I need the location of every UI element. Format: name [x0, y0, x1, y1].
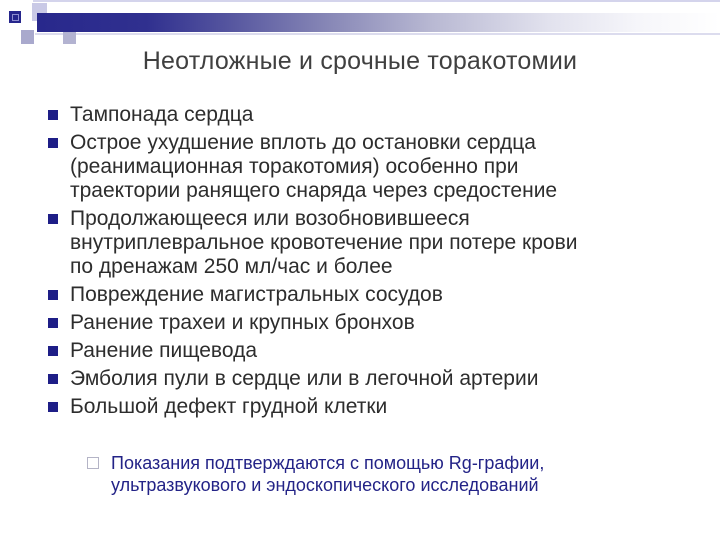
bullet-item-esophagus-injury	[0, 339, 680, 363]
bullet-line: Продолжающееся или возобновившееся	[70, 207, 470, 230]
slide-title: Неотложные и срочные торакотомии	[142, 47, 578, 75]
decoration-gray-square-right	[63, 32, 76, 44]
bullet-line: (реанимационная торакотомия) особенно при	[70, 155, 519, 178]
bullet-line: Тампонада сердца	[70, 103, 254, 126]
bullet-line: Большой дефект грудной клетки	[70, 395, 388, 418]
note-block	[87, 452, 544, 496]
bullet-square-icon	[48, 138, 58, 148]
bullet-square-icon	[48, 346, 58, 356]
note-line: ультразвукового и эндоскопического исследований	[111, 475, 539, 495]
bullet-list	[0, 103, 680, 423]
header-top-line	[33, 0, 720, 2]
bullet-square-icon	[48, 290, 58, 300]
header-gradient-bar	[37, 13, 720, 32]
bullet-line: Повреждение магистральных сосудов	[70, 283, 443, 306]
header-bottom-line	[35, 33, 720, 35]
note-line: Показания подтверждаются с помощью Rg-графии,	[111, 453, 545, 473]
bullet-line: Ранение пищевода	[70, 339, 258, 362]
bullet-item-bleeding	[0, 207, 680, 279]
decoration-pixel-icon	[9, 11, 21, 23]
bullet-square-icon	[48, 318, 58, 328]
bullet-square-icon	[48, 374, 58, 384]
bullet-square-icon	[48, 402, 58, 412]
bullet-line: Ранение трахеи и крупных бронхов	[70, 311, 415, 334]
decoration-pixel-inner	[12, 14, 19, 21]
decoration-gray-square-left	[21, 30, 34, 44]
bullet-item-acute-deterioration	[0, 131, 680, 203]
hollow-square-icon	[87, 457, 99, 469]
bullet-item-trachea-injury	[0, 311, 680, 335]
bullet-line: Эмболия пули в сердце или в легочной артерии	[70, 367, 539, 390]
bullet-line: внутриплевральное кровотечение при потере крови	[70, 231, 578, 254]
bullet-item-chest-defect	[0, 395, 680, 419]
bullet-item-tamponade	[0, 103, 680, 127]
bullet-line: траектории ранящего снаряда через средостение	[70, 179, 558, 202]
bullet-square-icon	[48, 110, 58, 120]
bullet-line: по дренажам 250 мл/час и более	[70, 255, 393, 278]
bullet-item-vessel-damage	[0, 283, 680, 307]
bullet-item-bullet-embolism	[0, 367, 680, 391]
bullet-square-icon	[48, 214, 58, 224]
bullet-line: Острое ухудшение вплоть до остановки сердца	[70, 131, 536, 154]
